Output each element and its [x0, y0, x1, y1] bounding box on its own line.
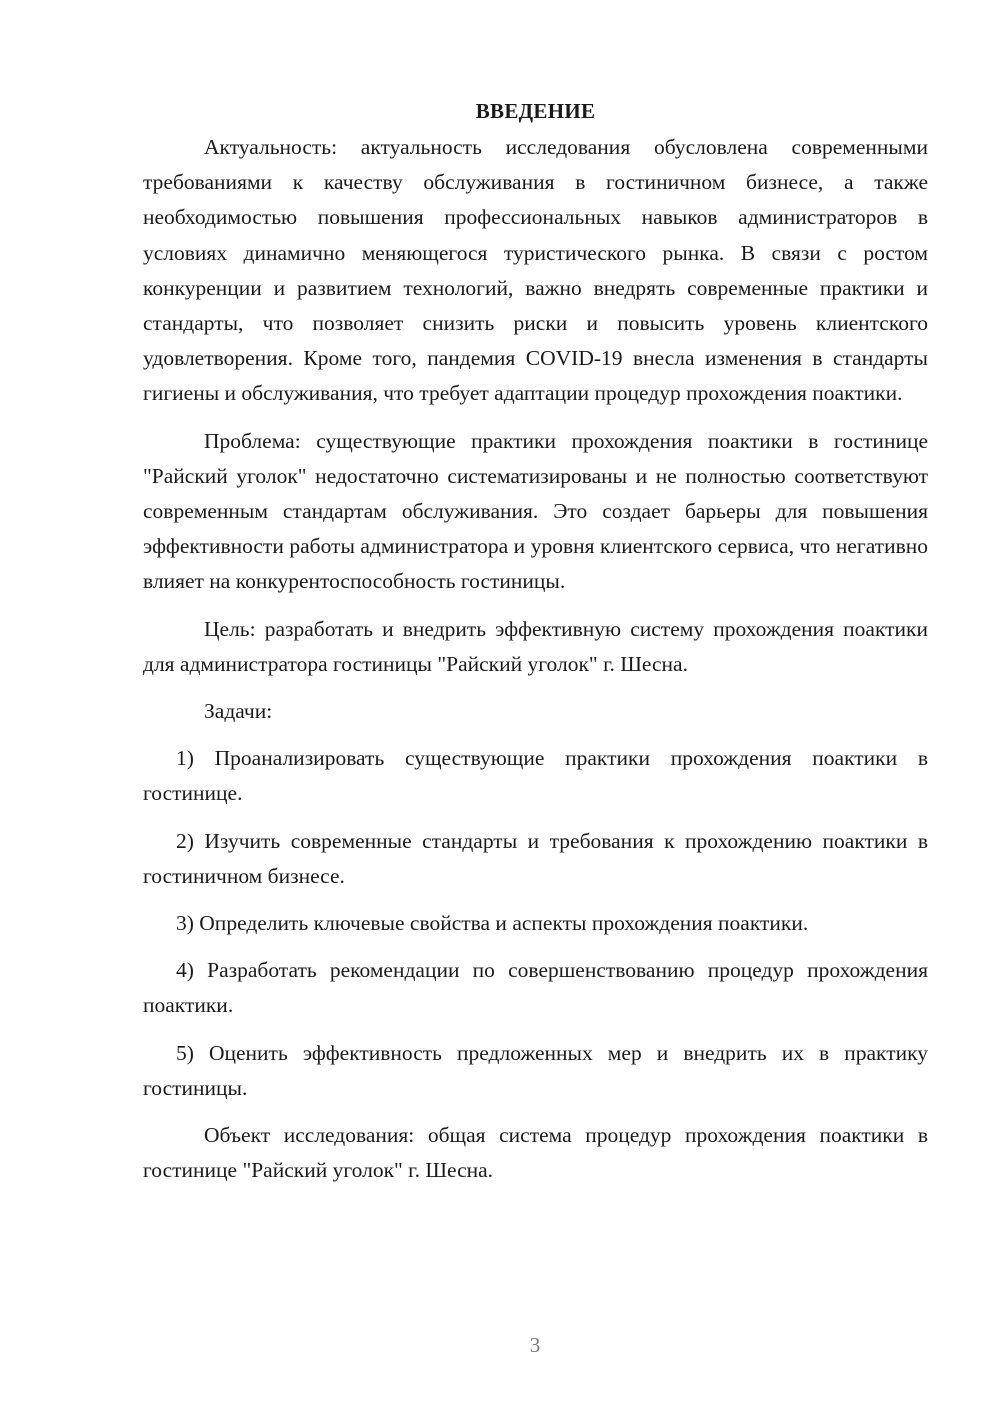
- object-paragraph: Объект исследования: общая система процедур прохождения поактики в гостинице "Райский уголок" г. Шесна.: [143, 1123, 928, 1183]
- goal-paragraph: Цель: разработать и внедрить эффективную систему прохождения поактики для администратора гостиницы "Райский уголок" г. Шесна.: [143, 616, 928, 676]
- task-item-1: 1) Проанализировать существующие практики прохождения поактики в гостинице.: [143, 746, 928, 806]
- problem-paragraph: Проблема: существующие практики прохождения поактики в гостинице "Райский уголок" недостаточно систематизированы и не полностью соответствуют современным стандартам обслуживания. Это создает барьеры для повышения эффективности работы администратора и уровня клиентского сервиса, что негативно влияет на конкурентоспособность гостиницы.: [143, 428, 928, 594]
- task-item-5: 5) Оценить эффективность предложенных мер и внедрить их в практику гостиницы.: [143, 1040, 928, 1100]
- document-page: [143, 94, 928, 1188]
- page-number: 3: [529, 1333, 541, 1357]
- task-item-2: 2) Изучить современные стандарты и требования к прохождению поактики в гостиничном бизнесе.: [143, 828, 928, 888]
- task-item-3: 3) Определить ключевые свойства и аспекты прохождения поактики.: [176, 911, 809, 936]
- tasks-heading: Задачи:: [204, 699, 273, 724]
- page-title: ВВЕДЕНИЕ: [475, 99, 596, 123]
- relevance-paragraph: Актуальность: актуальность исследования обусловлена современными требованиями к качеству обслуживания в гостиничном бизнесе, а также необходимостью повышения профессиональных навыков администраторов в условиях динамично меняющегося туристического рынка. В связи с ростом конкуренции и развитием технологий, важно внедрять современные практики и стандарты, что позволяет снизить риски и повысить уровень клиентского удовлетворения. Кроме того, пандемия COVID-19 внесла изменения в стандарты гигиены и обслуживания, что требует адаптации процедур прохождения поактики.: [143, 135, 928, 406]
- task-item-4: 4) Разработать рекомендации по совершенствованию процедур прохождения поактики.: [143, 958, 928, 1018]
